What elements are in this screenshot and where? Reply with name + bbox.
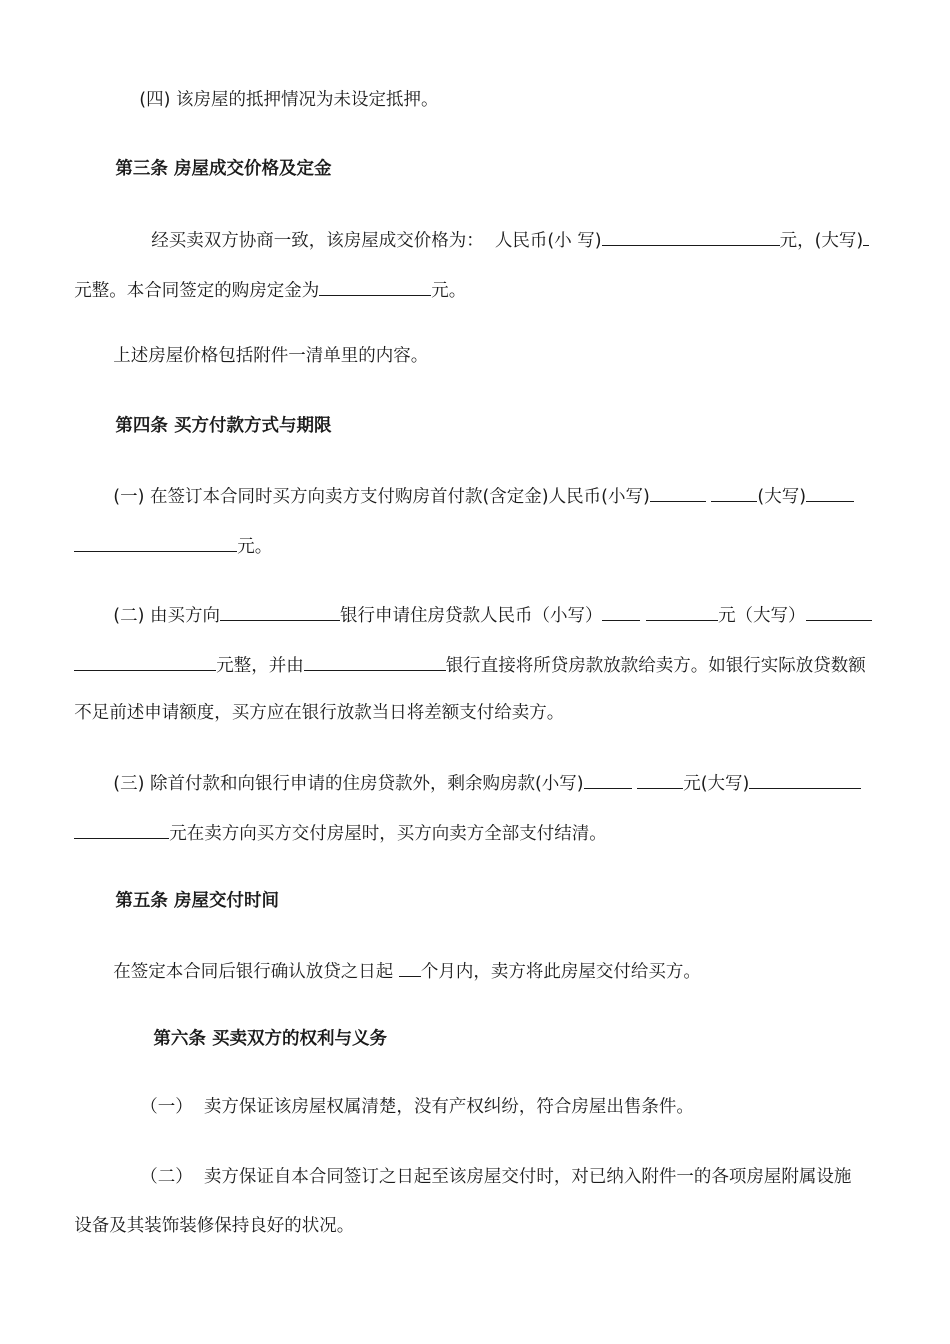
article-3-heading bbox=[91, 133, 331, 205]
clause-text: (三) 除首付款和向银行申请的住房贷款外，剩余购房款(小写) bbox=[113, 774, 584, 794]
article-5-heading bbox=[91, 865, 279, 937]
delivery-time-line bbox=[91, 934, 701, 1008]
clause-text: 元，(大写) bbox=[779, 231, 864, 251]
seller-guarantee-2-cont bbox=[52, 1190, 354, 1262]
deposit-line bbox=[52, 253, 466, 327]
clause-text: 设备及其装饰装修保持良好的状况。 bbox=[74, 1216, 355, 1236]
article-6-heading bbox=[129, 1003, 387, 1075]
clause-text: 经买卖双方协商一致，该房屋成交价格为： 人民币(小 写) bbox=[151, 231, 602, 251]
clause-text: (四) 该房屋的抵押情况为未设定抵押。 bbox=[139, 90, 439, 110]
clause-text: 银行直接将所贷房款放款给卖方。如银行实际放贷数额 bbox=[445, 656, 866, 676]
clause-text: 元(大写) bbox=[683, 774, 750, 794]
clause-text: 银行申请住房贷款人民币（小写） bbox=[339, 606, 603, 626]
clause-text: (大写) bbox=[757, 487, 807, 507]
blank-loan-lowercase-1[interactable] bbox=[602, 602, 640, 621]
clause-text: 不足前述申请额度，买方应在银行放款当日将差额支付给卖方。 bbox=[74, 703, 565, 723]
clause-text: （二） 卖方保证自本合同签订之日起至该房屋交付时，对已纳入附件一的各项房屋附属设施 bbox=[140, 1167, 852, 1187]
blank-lending-bank[interactable] bbox=[304, 652, 446, 671]
blank-down-payment-uppercase-2[interactable] bbox=[74, 533, 237, 552]
seller-guarantee-1 bbox=[118, 1071, 694, 1143]
clause-text: 个月内，卖方将此房屋交付给买方。 bbox=[420, 962, 701, 982]
clause-text: 元。 bbox=[431, 281, 467, 301]
clause-text: 元。 bbox=[237, 537, 273, 557]
blank-months[interactable] bbox=[399, 958, 421, 977]
clause-text: 元整。本合同签定的购房定金为 bbox=[74, 281, 320, 301]
blank-loan-lowercase-2[interactable] bbox=[646, 602, 718, 621]
blank-loan-uppercase-1[interactable] bbox=[806, 602, 872, 621]
blank-price-uppercase[interactable] bbox=[863, 227, 869, 246]
heading-text: 第三条 房屋成交价格及定金 bbox=[115, 159, 332, 179]
clause-text: (二) 由买方向 bbox=[113, 606, 220, 626]
article-4-heading bbox=[91, 390, 331, 462]
blank-down-payment-lowercase-2[interactable] bbox=[711, 483, 757, 502]
blank-remainder-lowercase-1[interactable] bbox=[584, 770, 632, 789]
clause-text: 上述房屋价格包括附件一清单里的内容。 bbox=[113, 346, 429, 366]
blank-loan-uppercase-2[interactable] bbox=[74, 652, 216, 671]
blank-deposit[interactable] bbox=[319, 277, 431, 296]
blank-remainder-lowercase-2[interactable] bbox=[637, 770, 683, 789]
heading-text: 第六条 买卖双方的权利与义务 bbox=[153, 1029, 387, 1049]
price-includes-line bbox=[91, 320, 428, 392]
blank-price-lowercase[interactable] bbox=[602, 227, 780, 246]
clause-text: 元（大写） bbox=[718, 606, 806, 626]
clause-text: (一) 在签订本合同时买方向卖方支付购房首付款(含定金)人民币(小写) bbox=[113, 487, 650, 507]
blank-down-payment-uppercase-1[interactable] bbox=[806, 483, 854, 502]
clause-text: 在签定本合同后银行确认放贷之日起 bbox=[113, 962, 399, 982]
blank-remainder-uppercase-2[interactable] bbox=[74, 820, 169, 839]
blank-loan-bank[interactable] bbox=[220, 602, 340, 621]
heading-text: 第四条 买方付款方式与期限 bbox=[115, 416, 332, 436]
blank-remainder-uppercase-1[interactable] bbox=[749, 770, 861, 789]
clause-text: 元在卖方向买方交付房屋时，买方向卖方全部支付结清。 bbox=[169, 824, 607, 844]
remainder-line-2 bbox=[52, 796, 607, 870]
loan-line-3 bbox=[52, 677, 564, 749]
blank-down-payment-lowercase-1[interactable] bbox=[650, 483, 706, 502]
clause-text: 元整，并由 bbox=[216, 656, 304, 676]
clause-text: （一） 卖方保证该房屋权属清楚，没有产权纠纷，符合房屋出售条件。 bbox=[140, 1097, 694, 1117]
down-payment-line-2 bbox=[52, 509, 272, 583]
heading-text: 第五条 房屋交付时间 bbox=[115, 891, 279, 911]
clause-mortgage-status bbox=[117, 64, 438, 136]
